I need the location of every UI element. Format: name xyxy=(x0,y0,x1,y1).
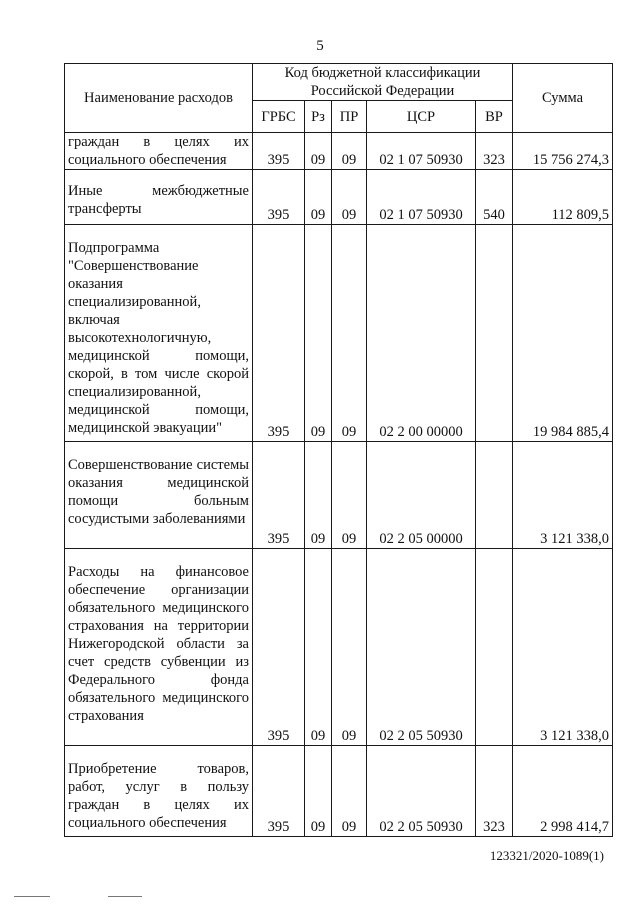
expense-name: Подпрограмма "Совершенствование оказания специализированной, включая высокотехнологичную, медицинской помощи, скорой, в том числе скорой специализированной, медицинской помощи, медицинской эвакуации" xyxy=(65,225,253,442)
pr-code: 09 xyxy=(332,133,367,170)
csr-code: 02 1 07 50930 xyxy=(367,133,476,170)
table-row xyxy=(65,442,613,549)
grbs-code: 395 xyxy=(253,746,305,837)
sum-value: 19 984 885,4 xyxy=(513,225,613,442)
rz-code: 09 xyxy=(305,549,332,746)
table-row xyxy=(65,225,613,442)
sum-value: 3 121 338,0 xyxy=(513,549,613,746)
header-vr: ВР xyxy=(476,101,513,133)
sum-value: 15 756 274,3 xyxy=(513,133,613,170)
header-row-top xyxy=(65,64,613,101)
vr-code: 323 xyxy=(476,133,513,170)
rz-code: 09 xyxy=(305,225,332,442)
pr-code: 09 xyxy=(332,549,367,746)
header-grbs: ГРБС xyxy=(253,101,305,133)
rz-code: 09 xyxy=(305,746,332,837)
budget-table xyxy=(64,63,613,837)
csr-code: 02 2 05 50930 xyxy=(367,746,476,837)
sum-value: 112 809,5 xyxy=(513,170,613,225)
document-id: 123321/2020-1089(1) xyxy=(489,848,604,863)
page-number: 5 xyxy=(316,38,324,54)
rz-code: 09 xyxy=(305,133,332,170)
csr-code: 02 2 05 50930 xyxy=(367,549,476,746)
header-csr: ЦСР xyxy=(367,101,476,133)
expense-name: Иные межбюджетные трансферты xyxy=(65,170,253,225)
grbs-code: 395 xyxy=(253,225,305,442)
grbs-code: 395 xyxy=(253,442,305,549)
table-row xyxy=(65,549,613,746)
vr-code: 323 xyxy=(476,746,513,837)
header-name: Наименование расходов xyxy=(65,64,253,133)
expense-name: граждан в целях их социального обеспечения xyxy=(65,133,253,170)
vr-code: 540 xyxy=(476,170,513,225)
header-classification: Код бюджетной классификации Российской Федерации xyxy=(253,64,513,101)
sum-value: 3 121 338,0 xyxy=(513,442,613,549)
vr-code xyxy=(476,442,513,549)
sum-value: 2 998 414,7 xyxy=(513,746,613,837)
header-pr: ПР xyxy=(332,101,367,133)
vr-code xyxy=(476,549,513,746)
header-rz: Рз xyxy=(305,101,332,133)
expense-name: Приобретение товаров, работ, услуг в пользу граждан в целях их социального обеспечения xyxy=(65,746,253,837)
grbs-code: 395 xyxy=(253,133,305,170)
csr-code: 02 1 07 50930 xyxy=(367,170,476,225)
grbs-code: 395 xyxy=(253,170,305,225)
expense-name: Расходы на финансовое обеспечение организации обязательного медицинского страхования на территории Нижегородской области за счет средств субвенции из Федерального фонда обязательного медицинского страхования xyxy=(65,549,253,746)
header-sum: Сумма xyxy=(513,64,613,133)
vr-code xyxy=(476,225,513,442)
rz-code: 09 xyxy=(305,442,332,549)
pr-code: 09 xyxy=(332,442,367,549)
table-row xyxy=(65,170,613,225)
csr-code: 02 2 00 00000 xyxy=(367,225,476,442)
scan-artifact xyxy=(14,896,50,897)
pr-code: 09 xyxy=(332,170,367,225)
scan-artifact xyxy=(108,896,142,897)
expense-name: Совершенствование системы оказания медицинской помощи больным сосудистыми заболеваниями xyxy=(65,442,253,549)
pr-code: 09 xyxy=(332,225,367,442)
pr-code: 09 xyxy=(332,746,367,837)
grbs-code: 395 xyxy=(253,549,305,746)
table-row xyxy=(65,133,613,170)
table-row xyxy=(65,746,613,837)
csr-code: 02 2 05 00000 xyxy=(367,442,476,549)
rz-code: 09 xyxy=(305,170,332,225)
